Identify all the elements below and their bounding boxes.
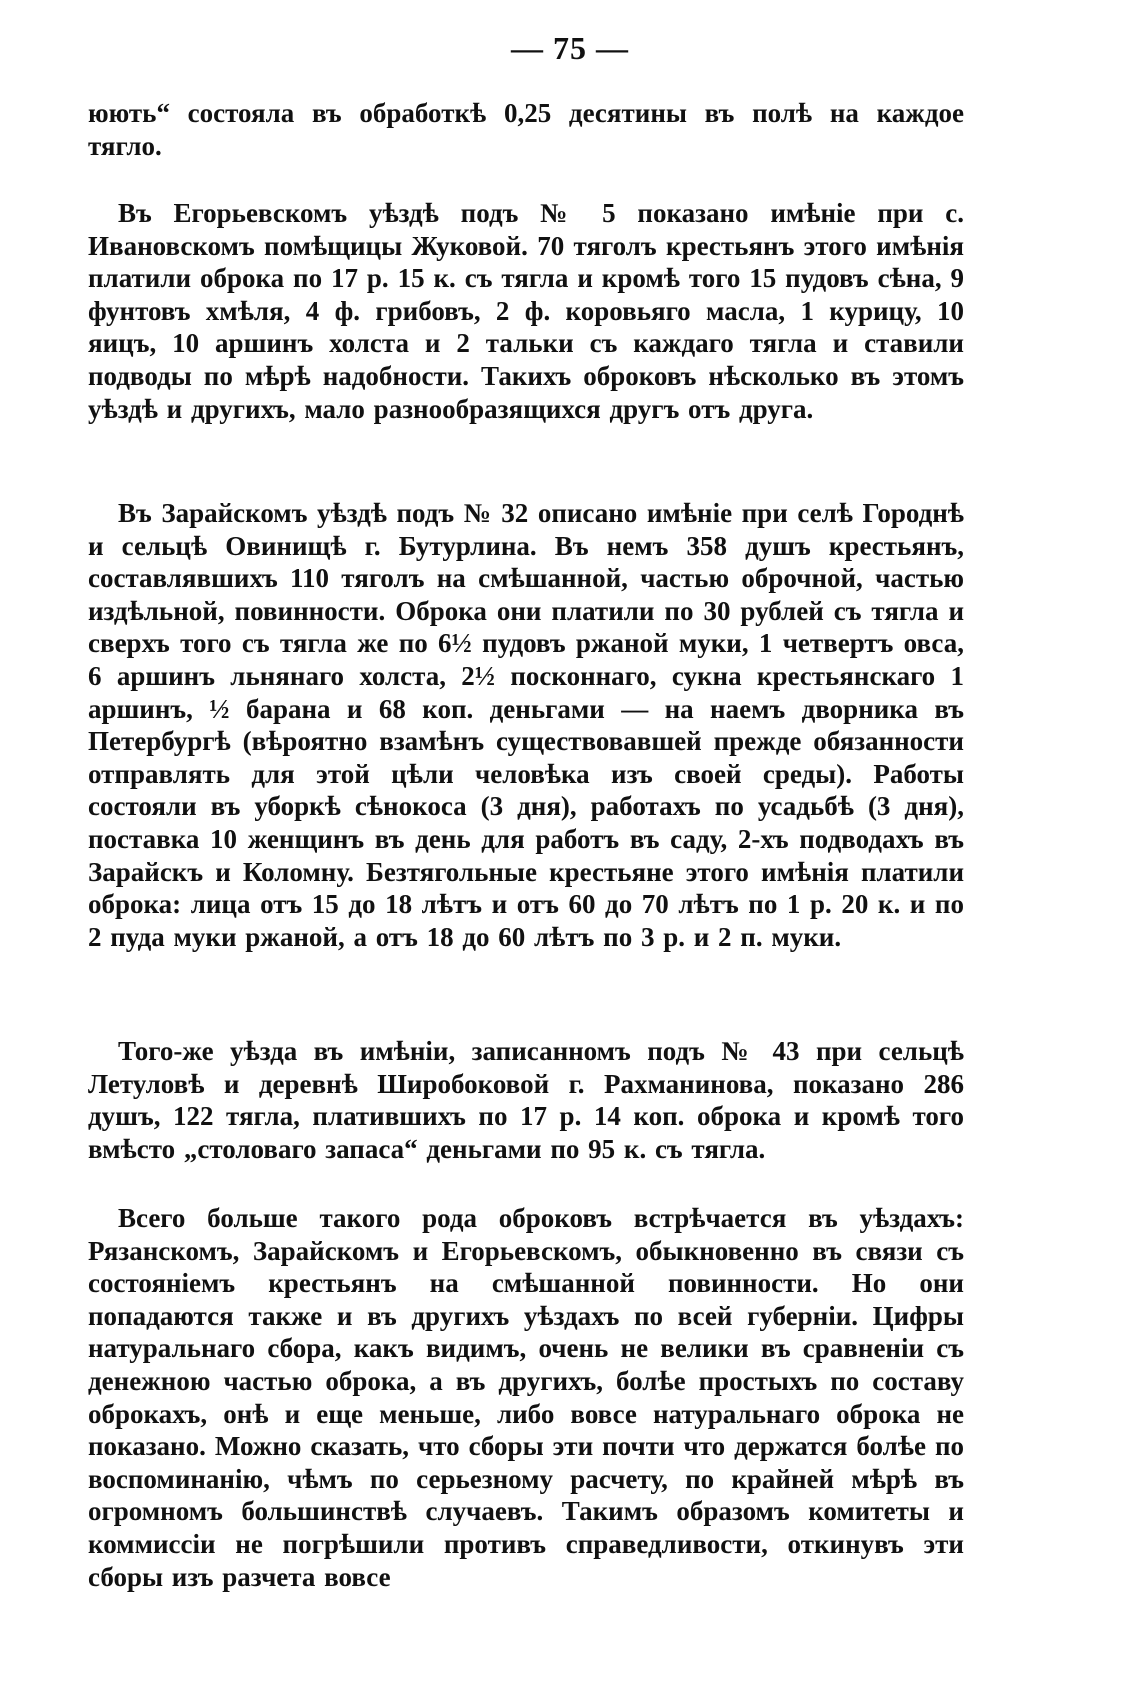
page-number: — 75 —	[511, 30, 629, 66]
paragraph-zaraysk-32: Въ Зарайскомъ уѣздѣ подъ № 32 описано имѣніе при селѣ Городнѣ и сельцѣ Овинищѣ г. Бутурлина. Въ немъ 358 душъ крестьянъ, составлявшихъ 110 тяголъ на смѣшанной, частью оброчной, частью издѣльной, повинности. Оброка они платили по 30 рублей съ тягла и сверхъ того съ тягла же по 6½ пудовъ ржаной муки, 1 четвертъ овса, 6 аршинъ льнянаго холста, 2½ посконнаго, сукна крестьянскаго 1 аршинъ, ½ барана и 68 коп. деньгами — на наемъ дворника въ Петербургѣ (вѣроятно взамѣнъ существовавшей прежде обязанности отправлять для этой цѣли человѣка изъ своей среды). Работы состояли въ уборкѣ сѣнокоса (3 дня), работахъ по усадьбѣ (3 дня), поставка 10 женщинъ въ день для работъ въ саду, 2-хъ подводахъ въ Зарайскъ и Коломну. Безтягольные крестьяне этого имѣнія платили оброка: лица отъ 15 до 18 лѣтъ и отъ 60 до 70 лѣтъ по 1 р. 20 к. и по 2 пуда муки ржаной, а отъ 18 до 60 лѣтъ по 3 р. и 2 п. муки.	[88, 498, 964, 952]
paragraph-continuation: юють“ состояла въ обработкѣ 0,25 десятины въ полѣ на каждое тягло.	[88, 98, 964, 161]
paragraph-summary: Всего больше такого рода оброковъ встрѣчается въ уѣздахъ: Рязанскомъ, Зарайскомъ и Егорьевскомъ, обыкновенно въ связи съ состояніемъ крестьянъ на смѣшанной повинности. Но они попадаются также и въ другихъ уѣздахъ по всей губерніи. Цифры натуральнаго сбора, какъ видимъ, очень не велики въ сравненіи съ денежною частью оброка, а въ другихъ, болѣе простыхъ по составу оброкахъ, онѣ и еще меньше, либо вовсе натуральнаго оброка не показано. Можно сказать, что сборы эти почти что держатся болѣе по воспоминанію, чѣмъ по серьезному расчету, по крайней мѣрѣ въ огромномъ большинствѣ случаевъ. Такимъ образомъ комитеты и коммиссіи не погрѣшили противъ справедливости, откинувъ эти сборы изъ разчета вовсе	[88, 1203, 964, 1592]
paragraph-egoryevsk: Въ Егорьевскомъ уѣздѣ подъ № 5 показано имѣніе при с. Ивановскомъ помѣщицы Жуковой. 70 тяголъ крестьянъ этого имѣнія платили оброка по 17 р. 15 к. съ тягла и кромѣ того 15 пудовъ сѣна, 9 фунтовъ хмѣля, 4 ф. грибовъ, 2 ф. коровьяго масла, 1 курицу, 10 яицъ, 10 аршинъ холста и 2 тальки съ каждаго тягла и ставили подводы по мѣрѣ надобности. Такихъ оброковъ нѣсколько въ этомъ уѣздѣ и другихъ, мало разнообразящихся другъ отъ друга.	[88, 198, 964, 424]
paragraph-zaraysk-43: Того-же уѣзда въ имѣніи, записанномъ подъ № 43 при сельцѣ Летуловѣ и деревнѣ Широбоковой г. Рахманинова, показано 286 душъ, 122 тягла, платившихъ по 17 р. 14 коп. оброка и кромѣ того вмѣсто „столоваго запаса“ деньгами по 95 к. съ тягла.	[88, 1036, 964, 1164]
